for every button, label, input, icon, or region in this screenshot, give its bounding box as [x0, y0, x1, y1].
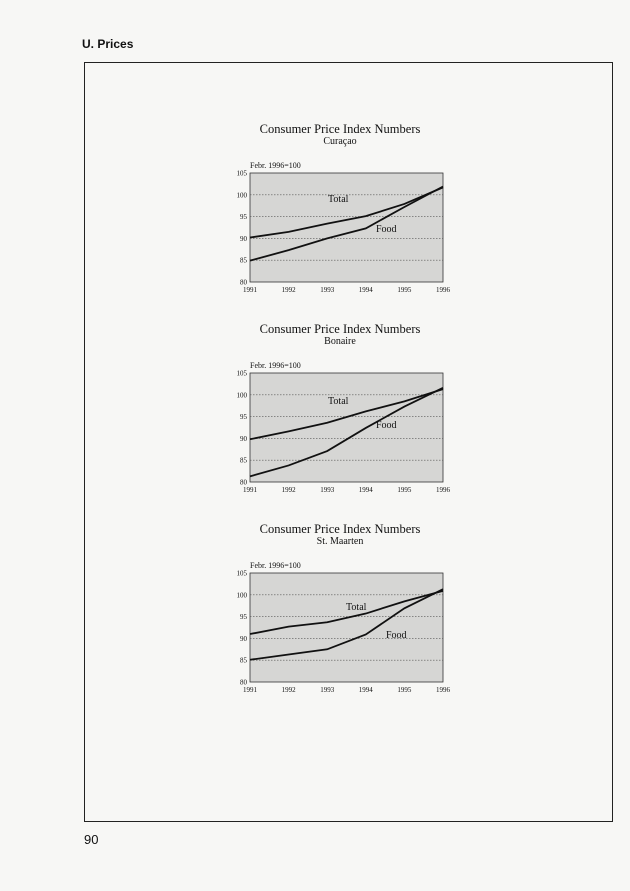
x-tick-label: 1995 [397, 686, 412, 694]
plot-area [250, 573, 443, 682]
y-axis-label: Febr. 1996=100 [250, 161, 301, 170]
page-number: 90 [84, 832, 99, 847]
y-tick-label: 80 [240, 278, 247, 287]
y-tick-label: 95 [240, 613, 247, 622]
x-tick-label: 1993 [320, 286, 335, 294]
plot-area [250, 173, 443, 282]
x-tick-label: 1996 [436, 286, 450, 294]
x-tick-label: 1994 [358, 286, 373, 294]
x-tick-label: 1995 [397, 486, 412, 494]
section-header: U. Prices [82, 37, 134, 51]
chart-title: Consumer Price Index Numbers [259, 522, 421, 536]
y-tick-label: 95 [240, 213, 247, 222]
series-label: Food [386, 630, 407, 641]
y-tick-label: 100 [236, 191, 247, 200]
y-tick-label: 100 [236, 591, 247, 600]
x-tick-label: 1994 [358, 486, 373, 494]
plot-area [250, 373, 443, 482]
chart-subtitle: Curaçao [323, 136, 357, 147]
chart-subtitle: Bonaire [324, 336, 356, 347]
x-tick-label: 1992 [281, 686, 296, 694]
y-axis-label: Febr. 1996=100 [250, 561, 301, 570]
chart-title: Consumer Price Index Numbers [259, 122, 421, 136]
x-tick-label: 1991 [243, 286, 257, 294]
y-tick-label: 85 [240, 656, 247, 665]
y-tick-label: 85 [240, 456, 247, 465]
x-tick-label: 1993 [320, 686, 335, 694]
chart-subtitle: St. Maarten [316, 536, 364, 547]
x-tick-label: 1991 [243, 486, 257, 494]
cpi-chart [230, 122, 470, 312]
y-tick-label: 90 [240, 234, 247, 243]
cpi-chart [230, 322, 470, 512]
y-axis-label: Febr. 1996=100 [250, 361, 301, 370]
x-tick-label: 1992 [281, 486, 296, 494]
y-tick-label: 105 [236, 169, 247, 178]
y-tick-label: 90 [240, 634, 247, 643]
y-tick-label: 100 [236, 391, 247, 400]
y-tick-label: 85 [240, 256, 247, 265]
y-tick-label: 105 [236, 369, 247, 378]
series-label: Food [376, 224, 397, 235]
y-tick-label: 95 [240, 413, 247, 422]
series-label: Food [376, 420, 397, 431]
x-tick-label: 1994 [358, 686, 373, 694]
chart-title: Consumer Price Index Numbers [259, 322, 421, 336]
y-tick-label: 90 [240, 434, 247, 443]
y-tick-label: 80 [240, 678, 247, 687]
x-tick-label: 1996 [436, 686, 450, 694]
x-tick-label: 1993 [320, 486, 335, 494]
x-tick-label: 1996 [436, 486, 450, 494]
y-tick-label: 80 [240, 478, 247, 487]
series-label: Total [328, 396, 349, 407]
y-tick-label: 105 [236, 569, 247, 578]
chart-svg [230, 122, 470, 312]
x-tick-label: 1995 [397, 286, 412, 294]
x-tick-label: 1992 [281, 286, 296, 294]
cpi-chart [230, 522, 470, 712]
series-label: Total [328, 194, 349, 205]
chart-svg [230, 322, 470, 512]
chart-svg [230, 522, 470, 712]
series-label: Total [346, 602, 367, 613]
x-tick-label: 1991 [243, 686, 257, 694]
